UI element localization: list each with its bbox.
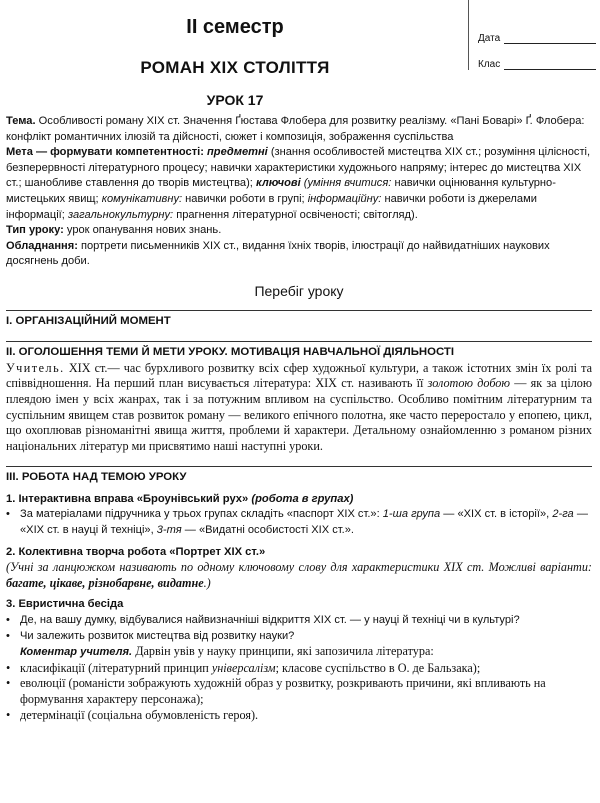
equipment — [6, 239, 592, 270]
bullet-icon — [6, 661, 20, 677]
lesson-body — [6, 114, 592, 723]
goal-key-1-text: навички оцінювання культурно-мистецьких явищ; — [6, 177, 556, 205]
group3-text: — «Видатні особистості ХІХ ст.». — [184, 524, 354, 537]
topic-label: Тема. — [6, 115, 36, 127]
equip-label: Обладнання: — [6, 239, 78, 252]
goal-key-3-text: навички роботи із джерелами інформації; — [6, 192, 537, 221]
date-row — [478, 18, 596, 44]
type-label: Тип уроку: — [6, 224, 64, 237]
goal-key-2: комунікативну: — [101, 192, 183, 205]
type-text: урок опанування нових знань. — [66, 224, 222, 237]
task1-heading — [6, 492, 592, 508]
question-item — [6, 613, 592, 629]
task2-end: .) — [203, 575, 211, 590]
equip-text: портрети письменників ХІХ ст., видання їхніх творів, ілюстрації до найвидатніших наукових досягнень доби. — [6, 239, 550, 268]
goal-key-3: інформаційну: — [307, 192, 382, 205]
bullet-icon — [6, 629, 20, 661]
comment-text: Дарвін увів у науку принципи, які запозичила література: — [135, 644, 434, 659]
task2-instruction — [6, 560, 592, 591]
goal — [6, 145, 592, 223]
goal-key-4: загальнокультурну: — [67, 208, 174, 221]
date-input-line[interactable] — [504, 31, 596, 44]
course-title: Перебіг уроку — [254, 282, 344, 299]
task2-title: 2. Колективна творча робота «Портрет ХІХ ст.» — [6, 545, 266, 558]
bullet-icon — [6, 507, 20, 538]
task1-text: За матеріалами підручника у трьох групах складіть «паспорт ХІХ ст.»: — [20, 508, 380, 521]
task2-words: багате, цікаве, різнобарвне, видатне — [6, 575, 204, 590]
bullet-icon — [6, 613, 20, 629]
date-label: Дата — [478, 33, 501, 44]
principle-1: класифікації (літературний принцип — [20, 660, 209, 675]
group2-text: — «ХІХ ст. в науці й техніці», — [20, 508, 588, 537]
teacher-p1: ХІХ ст.— час бурхливого розвитку всіх сфер художньої культури, а також істотних змін їх ролі та співвідношення. На перший план висувається література: ХІХ ст. називають її — [6, 360, 592, 391]
class-input-line[interactable] — [504, 57, 596, 70]
principle-1-term: універсалізм — [211, 660, 276, 675]
principle-2: еволюції (романісти зображують художній образ у розвитку, розкривають причини, які впливають на формування характеру персонажа); — [20, 676, 546, 706]
group1-text: — «ХІХ ст. в історії», — [443, 508, 550, 521]
class-row — [478, 44, 596, 70]
teacher-intro — [6, 361, 592, 455]
lesson-type — [6, 223, 592, 239]
class-label: Клас — [478, 59, 501, 70]
topic-text: Особливості роману ХІХ ст. Значення Ґюстава Флобера для розвитку реалізму. «Пані Боварі» Ґ. Флобера: конфлікт романтичних ілюзій та дійсності, сюжет і композиція, зображення суспільства — [6, 115, 585, 143]
task1-title: 1. Інтерактивна вправа «Броунівський рух» — [6, 492, 249, 505]
goal-key-4-text: прагнення літературної освіченості; світогляд). — [176, 208, 418, 221]
lesson-meta — [6, 114, 592, 270]
comment-label: Коментар учителя. — [20, 646, 133, 659]
bullet-icon — [6, 708, 20, 724]
goal-key-1: (уміння вчитися: — [303, 177, 392, 190]
date-class-form — [478, 18, 596, 70]
goal-key: ключові — [255, 177, 301, 190]
section-work: ІІІ. РОБОТА НАД ТЕМОЮ УРОКУ — [6, 466, 592, 486]
section-organizational: І. ОРГАНІЗАЦІЙНИЙ МОМЕНТ — [6, 310, 592, 330]
principle-item — [6, 661, 592, 677]
teacher-golden: золотою добою — [427, 376, 510, 391]
task3-title: 3. Евристична бесіда — [6, 598, 124, 611]
semester-heading: ІІ семестр — [186, 16, 284, 38]
task1-item — [6, 507, 592, 538]
principle-3: детермінації (соціальна обумовленість героя). — [20, 707, 259, 722]
bullet-icon — [6, 676, 20, 707]
principle-item — [6, 708, 592, 724]
teacher-p2: — як за цілою плеядою імен у всіх жанрах, так і за потужним впливом на суспільство. Особливо помітним літературним та суспільним явищем став розвиток роману — великого епічного полотна, яке часто переростало у епопею, цикл, що охоплював різноманітні явища життя, проблеми й характери. Детальному ознайомленню з романом різних національних літератур ми присвятимо наші наступні уроки. — [6, 376, 592, 453]
question-item — [6, 629, 592, 661]
principle-item — [6, 676, 592, 707]
chapter-title: РОМАН ХІХ СТОЛІТТЯ — [140, 58, 330, 77]
lesson-heading: УРОК 17 — [206, 92, 264, 108]
goal-key-2-text: навички роботи в групі; — [185, 192, 305, 205]
question-1: Де, на вашу думку, відбувалися найвизначніші відкриття ХІХ ст. — у науці й техніці чи в культурі? — [20, 614, 520, 627]
task1-mode: (робота в групах) — [251, 492, 354, 505]
principle-1-end: ; класове суспільство в О. де Бальзака); — [275, 660, 481, 675]
section-topic-goal: ІІ. ОГОЛОШЕННЯ ТЕМИ Й МЕТИ УРОКУ. МОТИВАЦІЯ НАВЧАЛЬНОЇ ДІЯЛЬНОСТІ — [6, 341, 592, 361]
question-2: Чи залежить розвиток мистецтва від розвитку науки? — [20, 629, 295, 642]
goal-subject-text: (знання особливостей мистецтва ХІХ ст.; розуміння цілісності, безперервності літературного процесу; навички характеристики художнього напряму; інтерес до мистецтва ХІХ ст.; шанобливе ставлення до творів мистецтва); — [6, 146, 591, 190]
goal-label: Мета — формувати компетентності: — [6, 146, 204, 159]
group3-label: 3-тя — [156, 524, 182, 537]
group1-label: 1-ша група — [382, 508, 441, 521]
group2-label: 2-га — [552, 508, 574, 521]
goal-subject: предметні — [207, 146, 268, 159]
task2-text: (Учні за ланцюжком називають по одному ключовому слову для характеристики ХІХ ст. Можливі варіанти: — [6, 560, 592, 575]
teacher-speaker: Учитель. — [6, 360, 65, 375]
topic — [6, 114, 592, 145]
